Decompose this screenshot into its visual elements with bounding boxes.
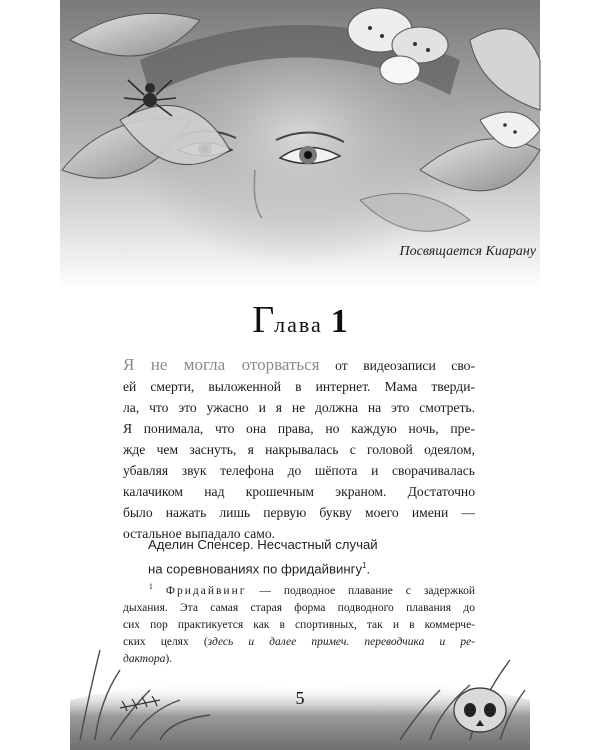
paragraph-line: жде чем заснуть, я накрывалась с головой одеялом, — [123, 442, 475, 457]
paragraph-line: Я понимала, что она права, но каждую ночь, пре- — [123, 421, 475, 436]
footnote-line: дактора). — [123, 652, 173, 665]
caption-line: на соревнованиях по фридайвингу$^1$. — [148, 561, 371, 577]
paragraph-line: ла, что это ужасно и я не должна на это смотреть. — [123, 400, 475, 415]
paragraph-line: было нажать лишь первую букву моего имени — — [123, 505, 475, 520]
footnote-line: сих пор практикуется как в спортивных, так и в коммерче- — [123, 618, 475, 631]
paragraph-line: остальное выпадало само. — [123, 526, 276, 541]
chapter-title — [0, 298, 600, 342]
dedication: Посвящается Киарану — [399, 244, 536, 259]
paragraph-line: убавляя звук телефона до шёпота и сворачивалась — [123, 463, 475, 478]
footnote-marker: 1 — [148, 582, 153, 591]
chapter-number: 1 — [330, 303, 348, 340]
page-number: 5 — [295, 688, 305, 708]
chapter-word: лава — [274, 312, 323, 337]
paragraph-line: калачиком над крошечным экраном. Достаточно — [123, 484, 475, 499]
video-caption — [148, 534, 478, 579]
chapter-paragraph — [123, 354, 475, 544]
footnote-line: $^1$ Фридайвинг — подводное плавание с задержкой — [148, 582, 476, 597]
footnote-line: ских целях (здесь и далее примеч. переводчика и ре- — [123, 635, 475, 648]
paragraph-line: Я не могла оторваться от видеозаписи сво- — [123, 355, 475, 374]
footnote-line: дыхания. Эта самая старая форма подводного плавания до — [123, 601, 475, 614]
paragraph-line: ей смерти, выложенной в интернет. Мама тверди- — [123, 379, 475, 394]
footnote-reference[interactable]: 1 — [362, 561, 367, 570]
caption-line: Аделин Спенсер. Несчастный случай — [148, 537, 378, 552]
footnote-term: Фридайвинг — [165, 584, 247, 597]
lead-in: Я не могла оторваться — [123, 355, 320, 374]
chapter-word-capital: Г — [252, 299, 275, 341]
